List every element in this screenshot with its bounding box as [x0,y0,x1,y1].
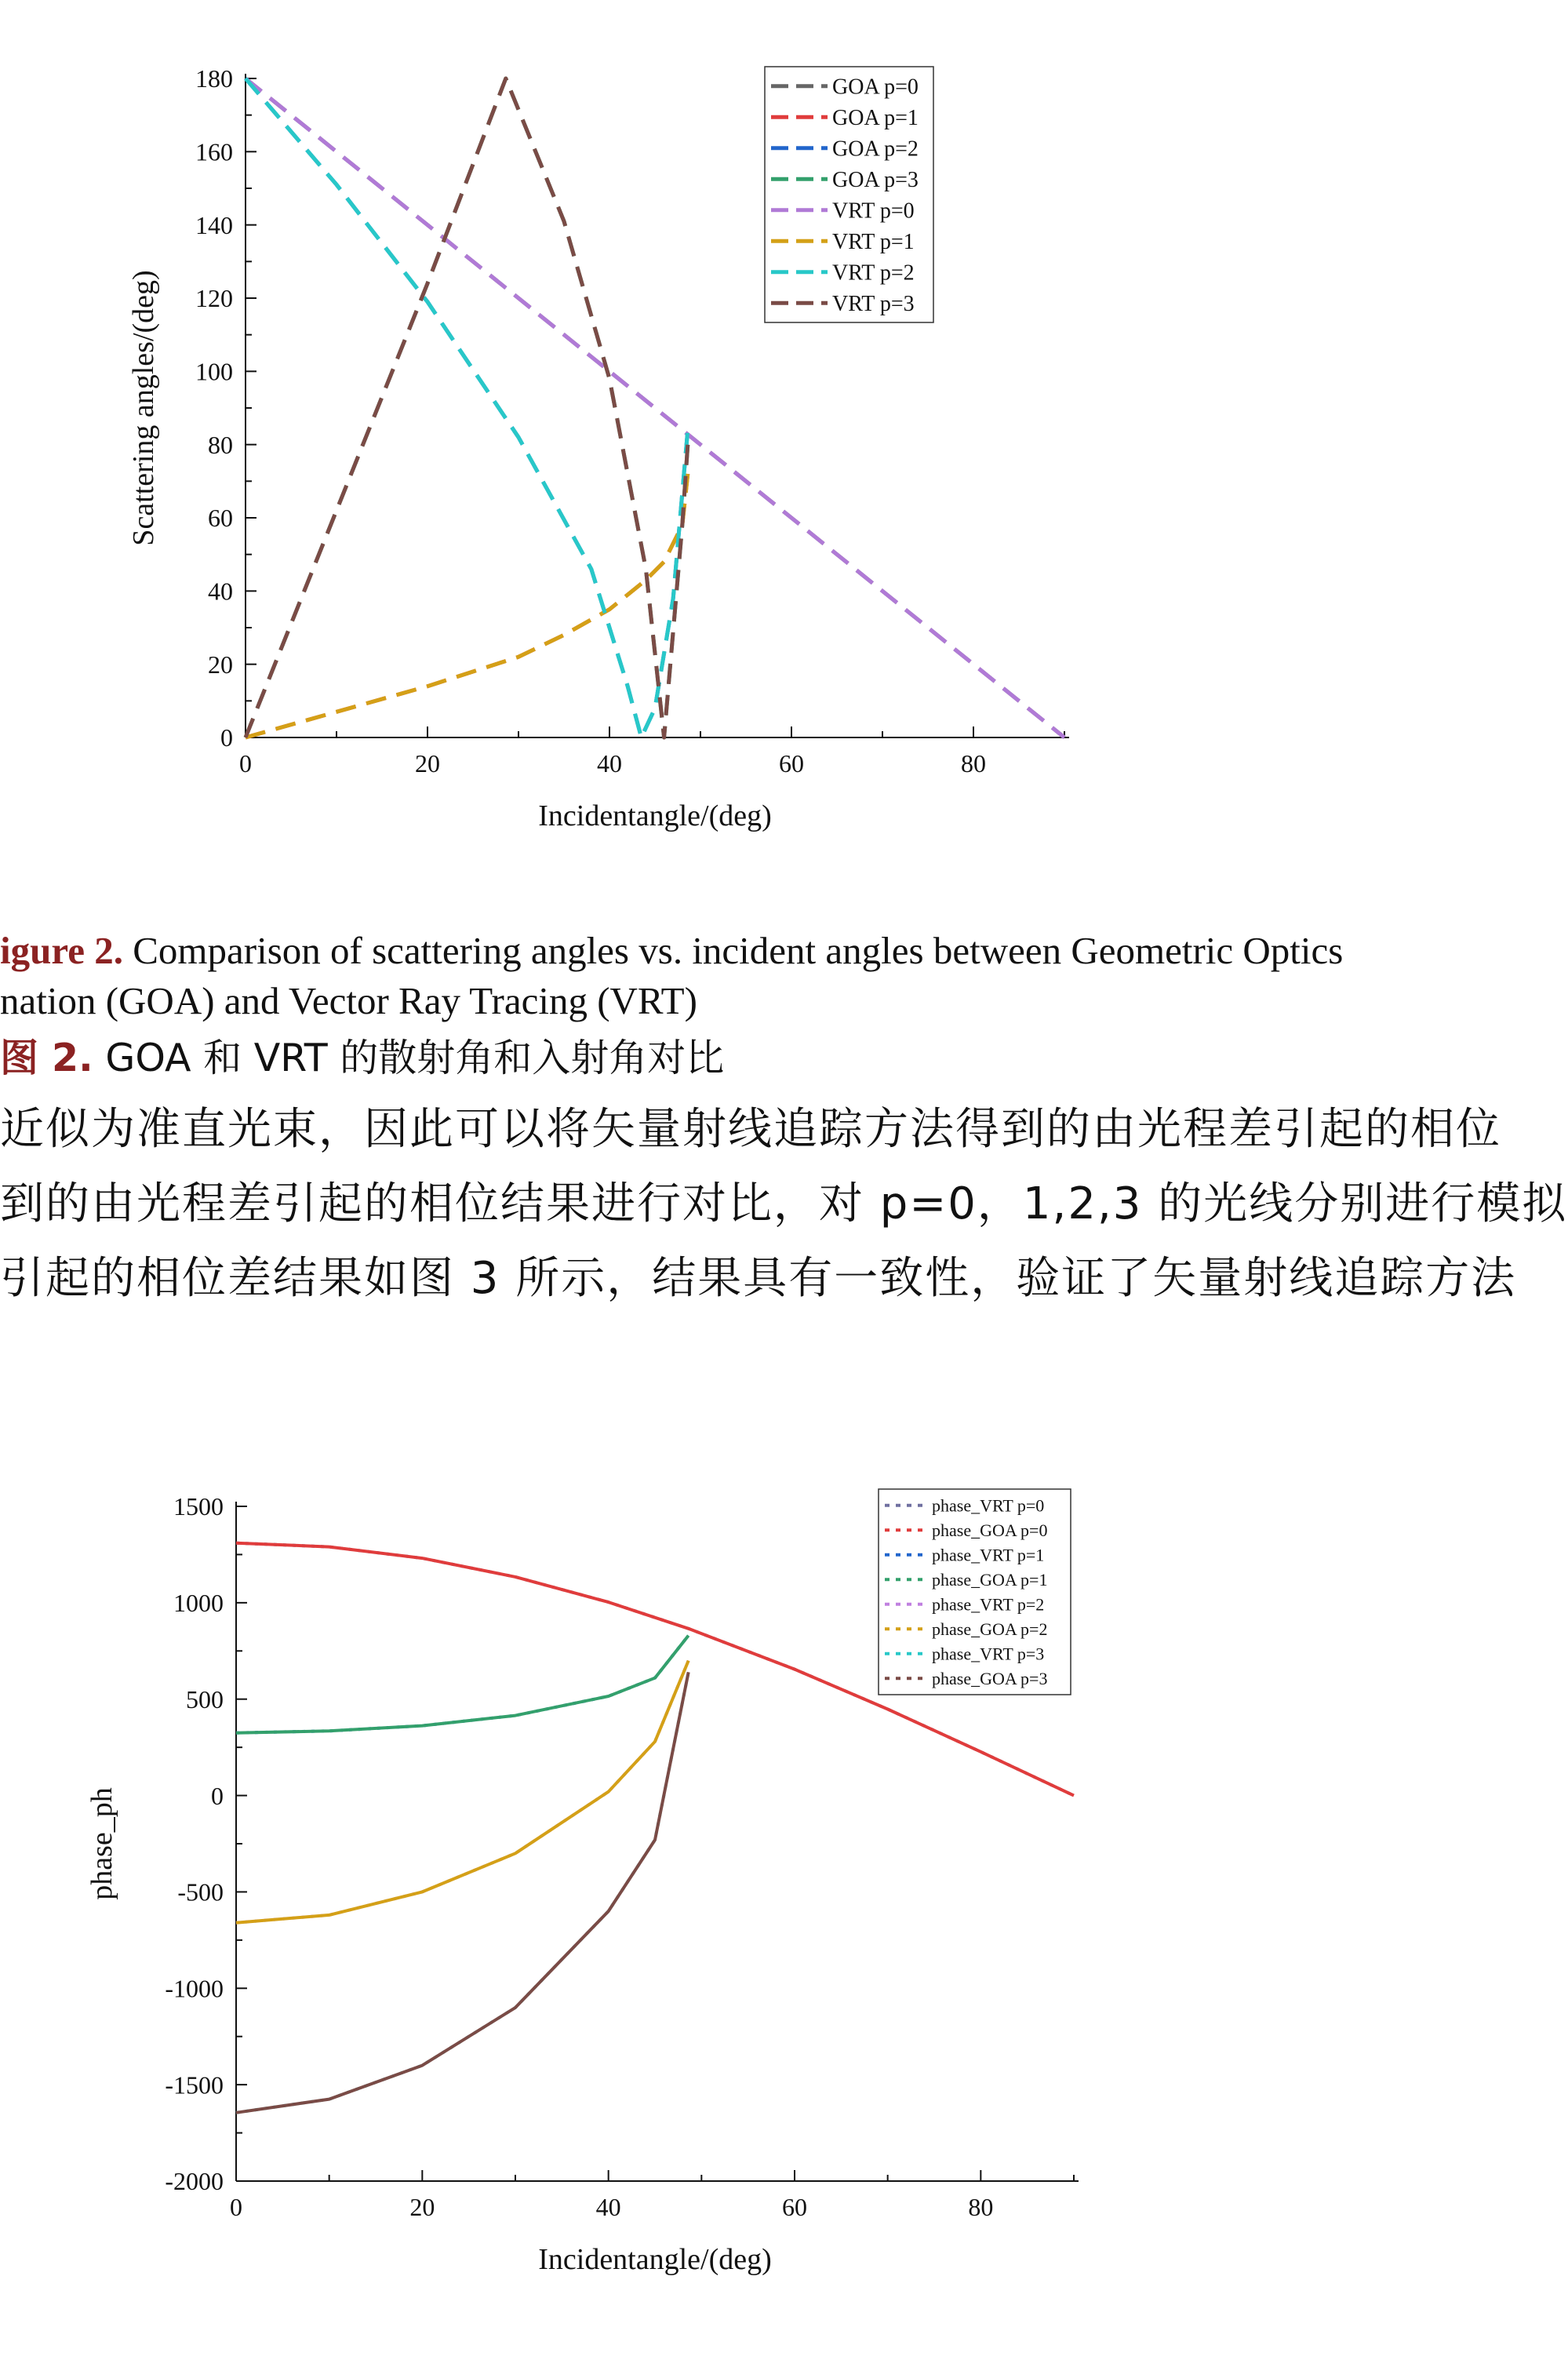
figure2-caption [0,926,1343,976]
y-tick-label: 120 [195,284,233,313]
phase-chart [0,1459,1568,2378]
y-tick-label: -1000 [165,1974,224,2003]
y-tick-label: 180 [195,64,233,93]
x-tick-label: 20 [409,2193,435,2221]
x-tick-label: 0 [230,2193,242,2221]
legend-entry: GOA p=1 [832,106,919,131]
series-line-phase-goa-p-2 [236,1661,689,1923]
body-text-line-2: 到的由光程差引起的相位结果进行对比，对 p=0，1,2,3 的光线分别进行模拟 [0,1178,1568,1229]
figure2-caption-line2: nation (GOA) and Vector Ray Tracing (VRT) [0,979,697,1022]
legend-entry: phase_VRT p=3 [932,1644,1045,1664]
series-line-phase-vrt-p-1 [236,1636,689,1733]
series-line-vrt-p-1 [246,474,688,737]
y-tick-label: 160 [195,137,233,166]
y-tick-label: -1500 [165,2070,224,2099]
series-line-phase-goa-p-3 [236,1672,689,2113]
body-text-line-3: 引起的相位差结果如图 3 所示，结果具有一致性，验证了矢量射线追踪方法 [0,1253,1517,1304]
scattering-angle-chart [0,0,1568,863]
legend-entry: phase_GOA p=2 [932,1619,1048,1639]
figure2-zh-caption [0,1028,724,1083]
y-axis-label: phase_ph [85,1787,118,1900]
series-line-phase-goa-p-1 [236,1636,689,1733]
legend-entry: VRT p=2 [832,260,915,286]
y-tick-label: 40 [208,577,233,606]
x-tick-label: 20 [415,749,440,777]
legend-entry: phase_VRT p=2 [932,1594,1045,1615]
legend-entry: VRT p=0 [832,198,915,224]
y-tick-label: 20 [208,650,233,679]
figure2-zh-text: GOA 和 VRT 的散射角和入射角对比 [93,1036,725,1080]
figure2-zh-label: 图 2. [0,1036,93,1080]
x-tick-label: 60 [779,749,804,777]
legend-entry: phase_VRT p=0 [932,1495,1045,1516]
body-text-line-1: 近似为准直光束，因此可以将矢量射线追踪方法得到的由光程差引起的相位 [0,1104,1501,1155]
figure2-caption-label: igure 2. [0,929,123,972]
y-tick-label: -2000 [165,2167,224,2196]
legend-entry: VRT p=1 [832,230,915,255]
y-tick-label: 0 [220,723,233,752]
y-axis-label: Scattering angles/(deg) [127,270,160,546]
series-line-phase-vrt-p-2 [236,1661,689,1923]
y-tick-label: 60 [208,504,233,533]
x-tick-label: 40 [595,2193,621,2221]
series-line-goa-p-1 [246,474,688,737]
x-tick-label: 40 [597,749,622,777]
x-tick-label: 80 [968,2193,994,2221]
legend-entry: phase_GOA p=1 [932,1569,1048,1590]
y-tick-label: -500 [177,1877,224,1906]
y-tick-label: 1500 [173,1492,224,1521]
x-tick-label: 60 [782,2193,807,2221]
figure2-caption-text: Comparison of scattering angles vs. incident angles between Geometric Optics [122,929,1344,972]
legend-entry: GOA p=0 [832,75,919,100]
legend-entry: phase_GOA p=0 [932,1520,1048,1540]
legend-entry: VRT p=3 [832,292,915,317]
x-axis-label: Incidentangle/(deg) [538,799,772,832]
legend-entry: phase_GOA p=3 [932,1668,1048,1688]
legend-entry: GOA p=2 [832,137,919,162]
series-line-vrt-p-3 [246,78,688,737]
x-tick-label: 0 [239,749,252,777]
y-tick-label: 140 [195,210,233,239]
y-tick-label: 500 [186,1684,224,1713]
x-axis-label: Incidentangle/(deg) [538,2243,772,2276]
y-tick-label: 1000 [173,1589,224,1618]
legend-entry: GOA p=3 [832,168,919,193]
legend-entry: phase_VRT p=1 [932,1545,1045,1565]
y-tick-label: 100 [195,357,233,386]
x-tick-label: 80 [961,749,986,777]
y-tick-label: 80 [208,430,233,459]
y-tick-label: 0 [211,1781,224,1810]
